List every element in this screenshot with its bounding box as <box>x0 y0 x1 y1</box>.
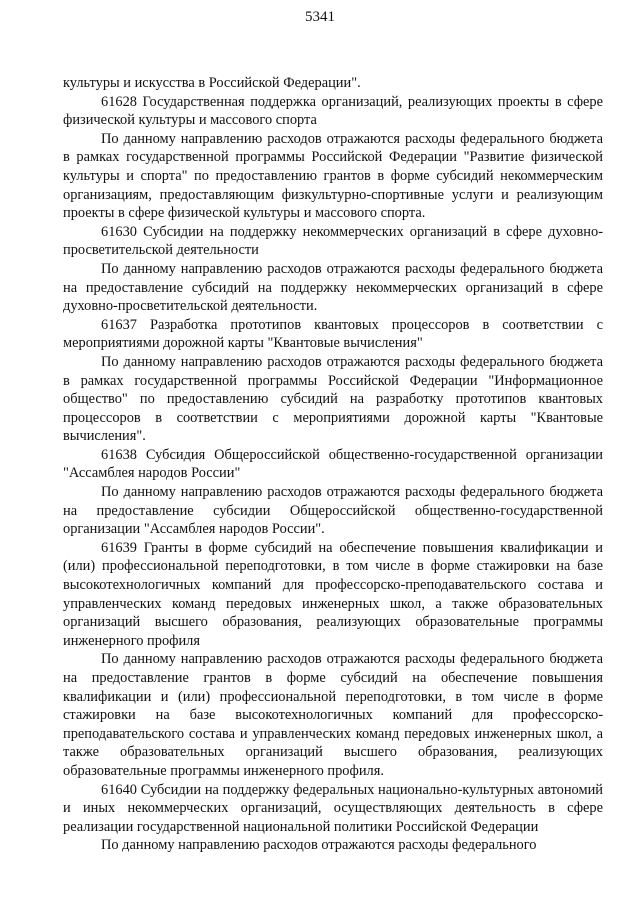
paragraph-61630-description: По данному направлению расходов отражаются расходы федерального бюджета на предоставление субсидий на поддержку некоммерческих организаций в сфере духовно-просветительской деятельности. <box>63 260 603 315</box>
paragraph-continuation: культуры и искусства в Российской Федерации". <box>63 75 361 91</box>
heading-61628: 61628 Государственная поддержка организаций, реализующих проекты в сфере физической культуры и массового спорта <box>63 93 603 129</box>
heading-61637: 61637 Разработка прототипов квантовых процессоров в соответствии с мероприятиями дорожной карты "Квантовые вычисления" <box>63 316 603 352</box>
paragraph-61628-description: По данному направлению расходов отражаются расходы федерального бюджета в рамках государственной программы Российской Федерации "Развитие физической культуры и спорта" по предоставлению грантов в форме субсидий некоммерческим организациям, предоставляющим физкультурно-спортивные услуги и реализующим проекты в сфере физической культуры и массового спорта. <box>63 130 603 222</box>
paragraph-61640-description: По данному направлению расходов отражаются расходы федерального <box>101 837 537 854</box>
heading-61639: 61639 Гранты в форме субсидий на обеспечение повышения квалификации и (или) профессиональной переподготовки, в том числе в форме стажировки на базе высокотехнологичных компаний для профессорско-преподавательского состава и управленческих команд передовых инженерных школ, а также образовательных организаций высшего образования, реализующих образовательные программы инженерного профиля <box>63 539 603 649</box>
paragraph-61639-description: По данному направлению расходов отражаются расходы федерального бюджета на предоставление грантов в форме субсидий на обеспечение повышения квалификации и (или) профессиональной переподготовки, в том числе в форме стажировки на базе высокотехнологичных компаний для профессорско-преподавательского состава и управленческих команд передовых инженерных школ, а также образовательных организаций высшего образования, реализующих образовательные программы инженерного профиля. <box>63 651 603 779</box>
heading-61638: 61638 Субсидия Общероссийской общественно-государственной организации "Ассамблея народов России" <box>63 446 603 482</box>
paragraph-61638-description: По данному направлению расходов отражаются расходы федерального бюджета на предоставление субсидии Общероссийской общественно-государственной организации "Ассамблея народов России". <box>63 484 603 538</box>
page-number: 5341 <box>305 9 335 25</box>
heading-61630: 61630 Субсидии на поддержку некоммерческих организаций в сфере духовно-просветительской деятельности <box>63 223 603 259</box>
document-body <box>63 74 603 855</box>
paragraph-61637-description: По данному направлению расходов отражаются расходы федерального бюджета в рамках государственной программы Российской Федерации "Информационное общество" по предоставлению субсидий на разработку прототипов квантовых процессоров в соответствии с мероприятиями дорожной карты "Квантовые вычисления". <box>63 353 603 445</box>
heading-61640: 61640 Субсидии на поддержку федеральных национально-культурных автономий и иных некоммерческих организаций, осуществляющих деятельность в сфере реализации государственной национальной политики Российской Федерации <box>63 781 603 835</box>
